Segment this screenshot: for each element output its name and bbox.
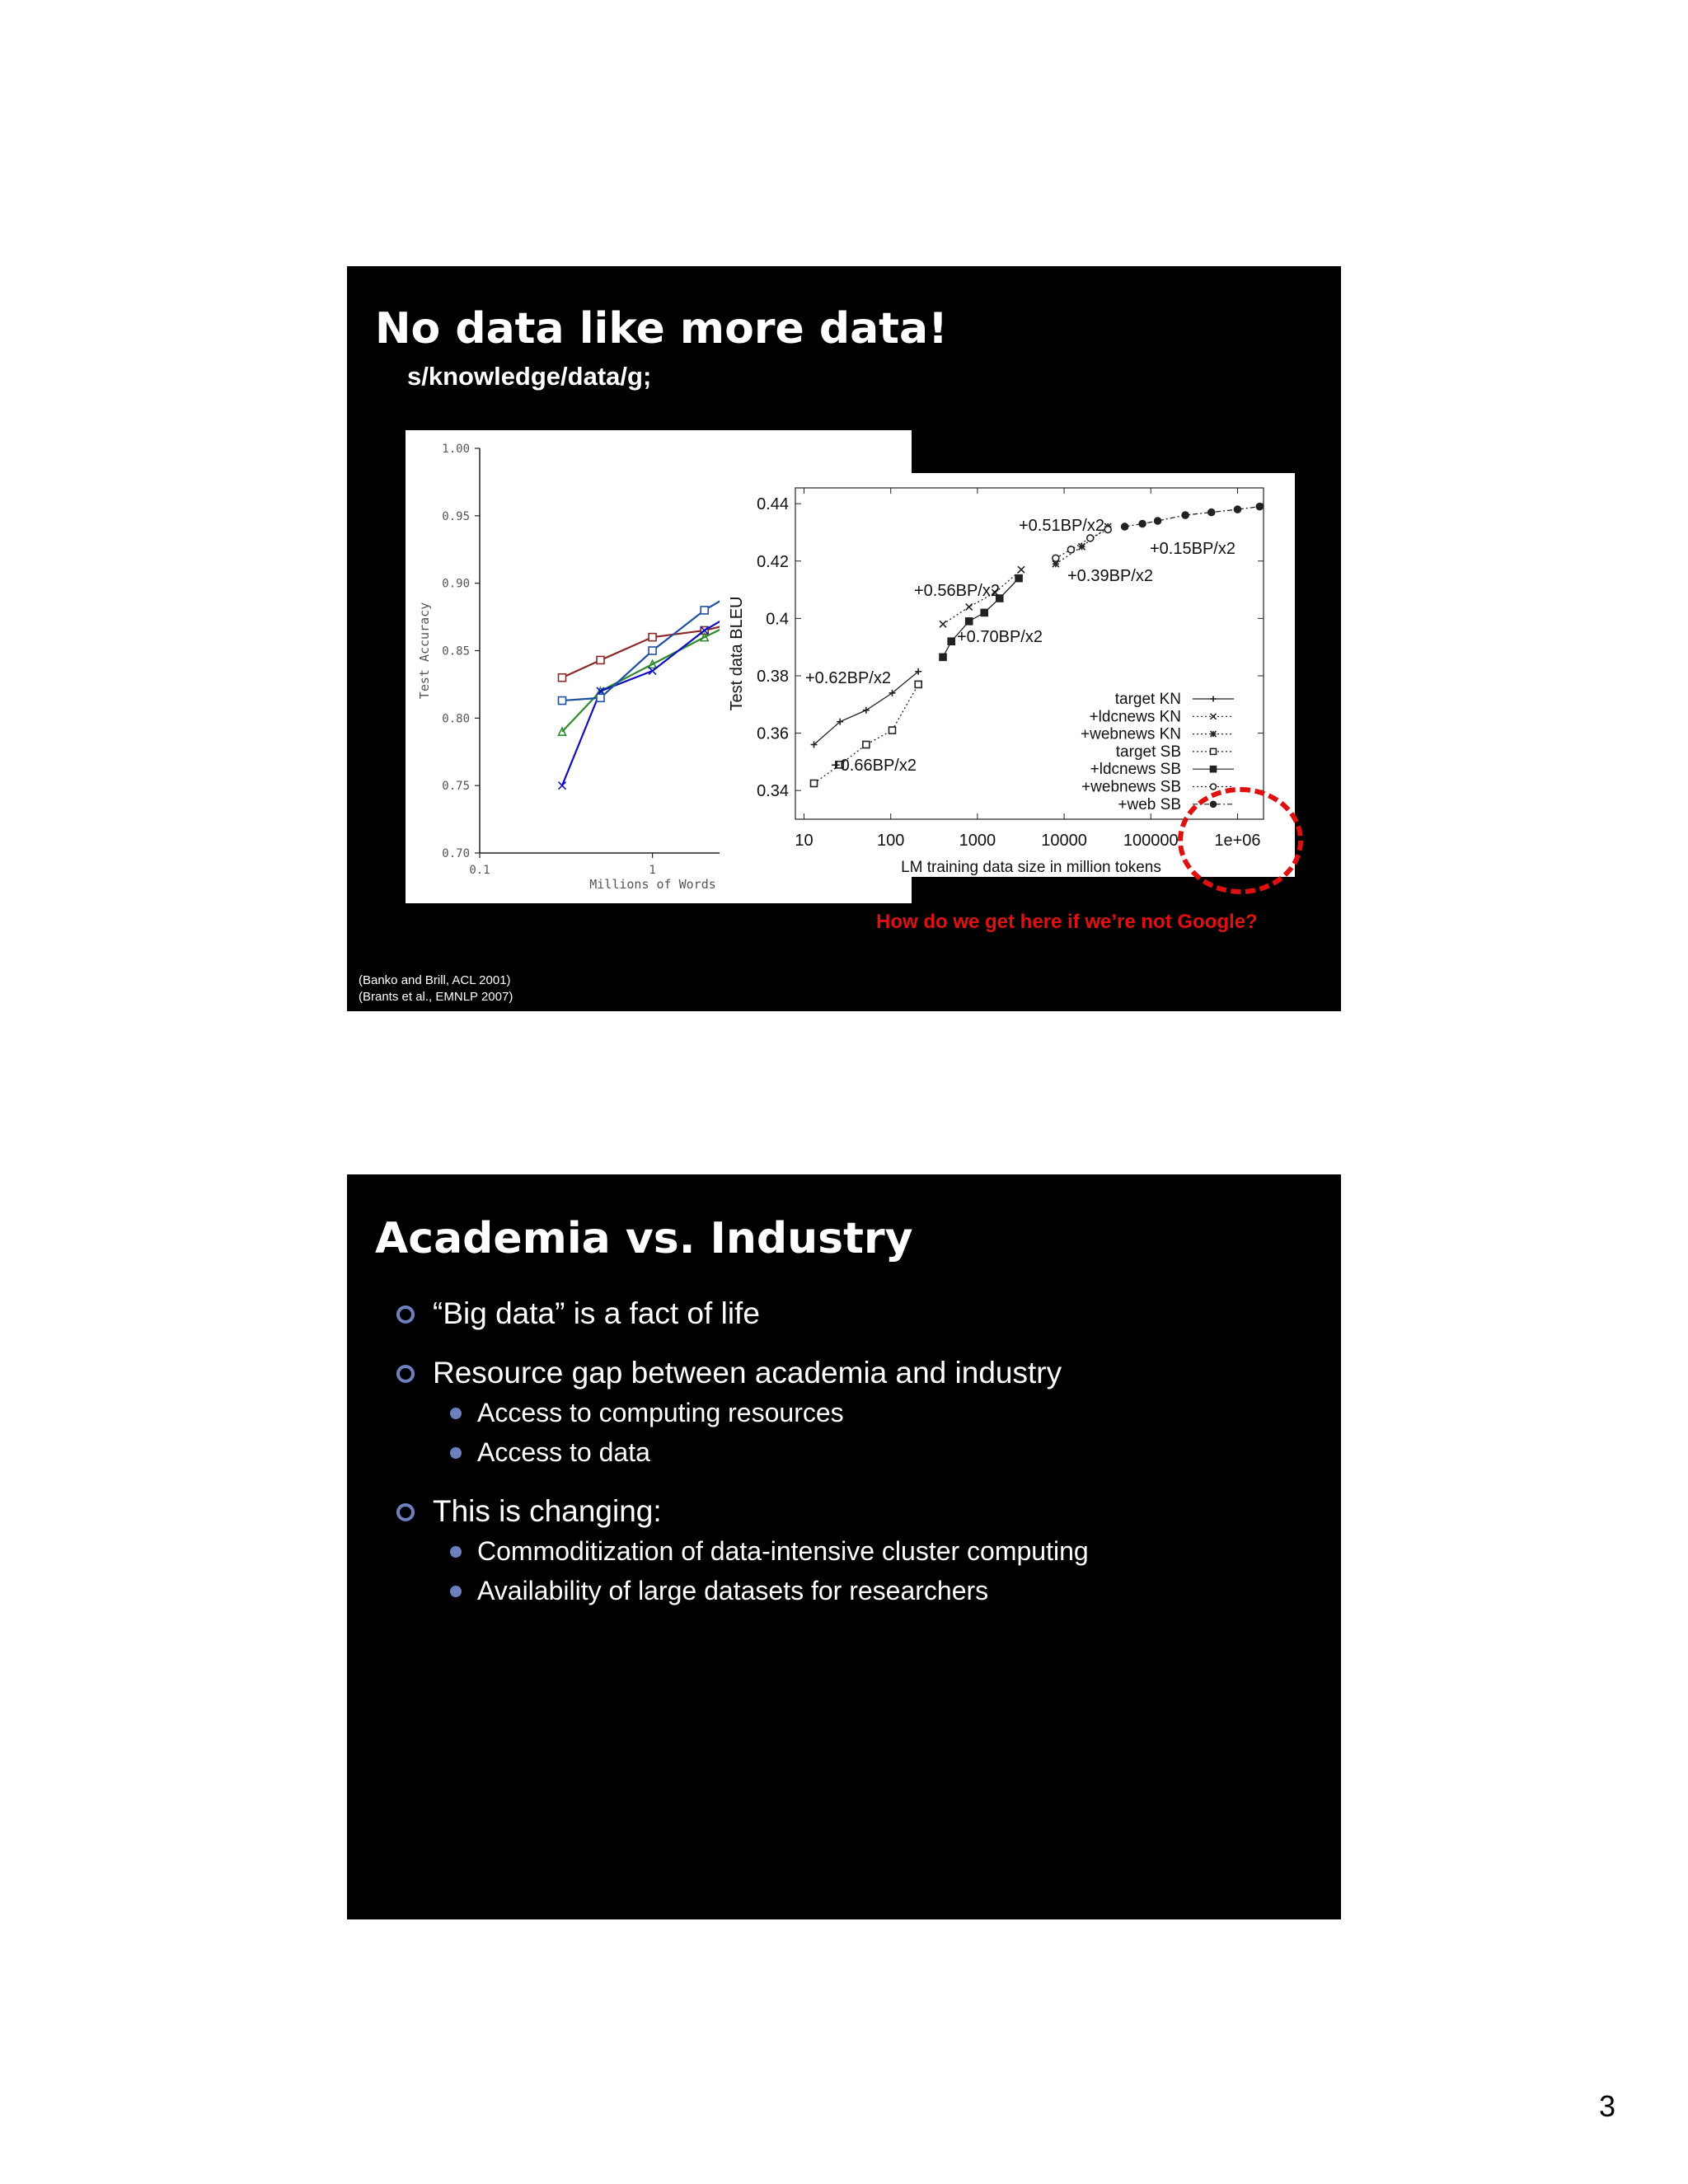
bullet-item [396, 1294, 1089, 1333]
data-point [915, 681, 921, 687]
ring-bullet-icon [396, 1305, 415, 1324]
x-tick-label: 100 [877, 832, 905, 850]
data-point [701, 607, 708, 614]
annotation-label: +0.66BP/x2 [831, 757, 917, 775]
bullet-text: Availability of large datasets for researchers [477, 1576, 989, 1605]
annotation-label: +0.70BP/x2 [957, 628, 1043, 646]
data-point [863, 742, 870, 748]
dot-bullet-icon [450, 1408, 462, 1419]
legend-marker [1211, 784, 1217, 790]
data-point [1053, 555, 1059, 561]
x-tick-label: 0.1 [469, 864, 490, 877]
data-point [966, 603, 973, 610]
data-point [1208, 509, 1215, 516]
sub-bullet-item [396, 1571, 1089, 1610]
data-point [1155, 518, 1161, 524]
citation-2: (Brants et al., EMNLP 2007) [359, 990, 513, 1004]
data-point [1122, 523, 1128, 530]
slide-2 [347, 1174, 1341, 1919]
legend-marker [1211, 766, 1217, 772]
bullet-text: “Big data” is a fact of life [433, 1296, 760, 1330]
dot-bullet-icon [450, 1546, 462, 1558]
x-tick-label: 1e+06 [1214, 832, 1261, 850]
y-tick-label: 0.38 [757, 667, 789, 686]
sub-bullet-item [396, 1531, 1089, 1571]
data-point [1015, 575, 1022, 582]
slide-title: Academia vs. Industry [375, 1214, 913, 1263]
annotation-label: +0.15BP/x2 [1150, 540, 1236, 558]
x-axis-label: Millions of Words [589, 877, 716, 892]
data-point [1067, 546, 1074, 553]
bullet-text: This is changing: [433, 1494, 662, 1528]
legend-label: +web SB [1118, 795, 1181, 813]
data-point [1018, 566, 1025, 573]
ring-bullet-icon [396, 1365, 415, 1383]
legend-marker [1211, 696, 1217, 702]
data-point [559, 674, 566, 682]
legend-marker [1211, 714, 1217, 719]
data-point [948, 638, 954, 644]
data-point [940, 654, 946, 660]
y-tick-label: 0.34 [757, 782, 789, 801]
legend-label: +webnews KN [1081, 725, 1181, 743]
data-point [597, 694, 604, 701]
bullet-item [396, 1353, 1089, 1393]
page-number: 3 [1599, 2089, 1616, 2123]
data-point [559, 697, 566, 705]
bullet-text: Access to data [477, 1437, 650, 1467]
data-point [1104, 526, 1111, 532]
highlight-circle [1178, 787, 1303, 894]
y-tick-label: 0.95 [442, 509, 470, 523]
y-tick-label: 0.80 [442, 712, 470, 726]
data-point [1234, 506, 1240, 513]
x-axis-label: LM training data size in million tokens [901, 859, 1161, 876]
annotation-label: +0.39BP/x2 [1067, 567, 1153, 585]
y-tick-label: 0.4 [766, 610, 789, 629]
data-point [597, 656, 604, 663]
annotation-label: +0.51BP/x2 [1019, 517, 1104, 535]
bullet-list [396, 1294, 1089, 1610]
y-tick-label: 0.36 [757, 724, 789, 743]
data-point [559, 782, 566, 790]
slide-1 [347, 266, 1341, 1011]
y-tick-label: 1.00 [442, 443, 470, 456]
legend-label: +webnews SB [1081, 778, 1181, 796]
y-tick-label: 0.42 [757, 552, 789, 571]
data-point [889, 727, 895, 733]
data-point [1256, 504, 1263, 510]
bullet-text: Commoditization of data-intensive cluster computing [477, 1536, 1089, 1566]
x-tick-label: 10 [795, 832, 814, 850]
bullet-text: Resource gap between academia and industry [433, 1356, 1062, 1390]
annotation-label: +0.62BP/x2 [805, 669, 891, 687]
sub-bullet-item [396, 1393, 1089, 1432]
sub-bullet-item [396, 1432, 1089, 1472]
citations [359, 972, 513, 1005]
annotation-label: +0.56BP/x2 [914, 582, 1000, 600]
legend-label: target SB [1115, 743, 1181, 761]
y-tick-label: 0.70 [442, 847, 470, 860]
legend-label: +ldcnews SB [1090, 761, 1181, 779]
ring-bullet-icon [396, 1503, 415, 1521]
citation-1: (Banko and Brill, ACL 2001) [359, 973, 511, 987]
y-axis-label: Test data BLEU [728, 596, 746, 711]
data-point [649, 634, 656, 641]
y-axis-label: Test Accuracy [417, 602, 432, 700]
y-tick-label: 0.90 [442, 577, 470, 591]
y-tick-label: 0.85 [442, 644, 470, 658]
data-point [863, 707, 870, 714]
x-tick-label: 10000 [1041, 832, 1087, 850]
x-tick-label: 100000 [1123, 832, 1179, 850]
legend-marker [1211, 731, 1217, 737]
legend-label: +ldcnews KN [1089, 708, 1181, 726]
data-point [1182, 512, 1189, 518]
data-point [966, 618, 973, 625]
y-tick-label: 0.44 [757, 495, 789, 514]
dot-bullet-icon [450, 1447, 462, 1459]
y-tick-label: 0.75 [442, 780, 470, 794]
slide-title: No data like more data! [375, 304, 948, 354]
slide-subtitle: s/knowledge/data/g; [407, 362, 652, 391]
data-point [649, 647, 656, 654]
data-point [940, 621, 946, 627]
dot-bullet-icon [450, 1586, 462, 1597]
legend-marker [1211, 748, 1217, 754]
x-tick-label: 1 [649, 864, 656, 877]
legend-label: target KN [1114, 691, 1181, 708]
x-tick-label: 1000 [959, 832, 996, 850]
data-point [1079, 543, 1085, 550]
data-point [981, 609, 987, 616]
data-point [811, 780, 818, 786]
bullet-item [396, 1492, 1089, 1531]
data-point [1087, 535, 1094, 541]
callout-text: How do we get here if we’re not Google? [876, 911, 1258, 933]
data-point [1139, 521, 1146, 527]
bullet-text: Access to computing resources [477, 1398, 844, 1427]
